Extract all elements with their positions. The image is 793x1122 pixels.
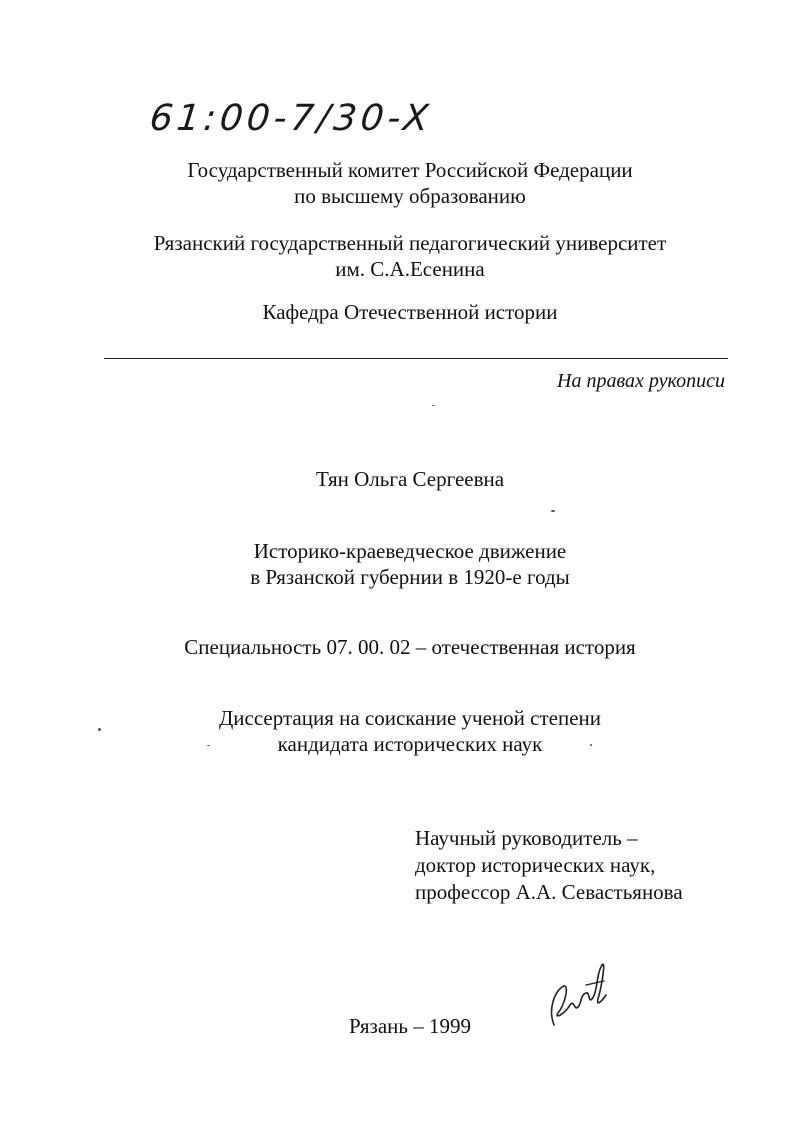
- degree-statement: [0, 705, 793, 757]
- scan-speck: [98, 728, 101, 731]
- header-divider: [104, 358, 728, 359]
- scan-speck: [551, 510, 555, 512]
- degree-line-2: кандидата исторических наук: [277, 732, 543, 756]
- department-heading: Кафедра Отечественной истории: [262, 300, 558, 324]
- place-year: Рязань – 1999: [349, 1014, 471, 1038]
- supervisor-block: [415, 825, 683, 906]
- supervisor-line-2: доктор исторических наук,: [415, 853, 656, 877]
- committee-line-2: по высшему образованию: [294, 184, 526, 208]
- degree-line-1: Диссертация на соискание ученой степени: [218, 706, 602, 730]
- dissertation-title: [0, 538, 793, 590]
- specialty: Специальность 07. 00. 02 – отечественная история: [184, 635, 636, 659]
- committee-line-1: Государственный комитет Российской Федерации: [187, 158, 633, 182]
- scan-speck: [432, 405, 435, 406]
- scan-speck: [590, 744, 592, 746]
- rights-note: На правах рукописи: [557, 370, 725, 392]
- university-line-1: Рязанский государственный педагогический университет: [153, 231, 667, 255]
- scan-speck: [207, 745, 210, 746]
- title-line-1: Историко-краеведческое движение: [253, 539, 567, 563]
- university-heading: [0, 230, 793, 282]
- archive-code-handwritten: 61:00-7/30-X: [147, 98, 435, 139]
- author-name: Тян Ольга Сергеевна: [315, 467, 505, 491]
- university-line-2: им. С.А.Есенина: [335, 257, 485, 281]
- title-line-2: в Рязанской губернии в 1920-е годы: [250, 565, 570, 589]
- supervisor-line-1: Научный руководитель –: [415, 826, 638, 850]
- committee-heading: [0, 157, 793, 209]
- supervisor-line-3: профессор А.А. Севастьянова: [415, 880, 683, 904]
